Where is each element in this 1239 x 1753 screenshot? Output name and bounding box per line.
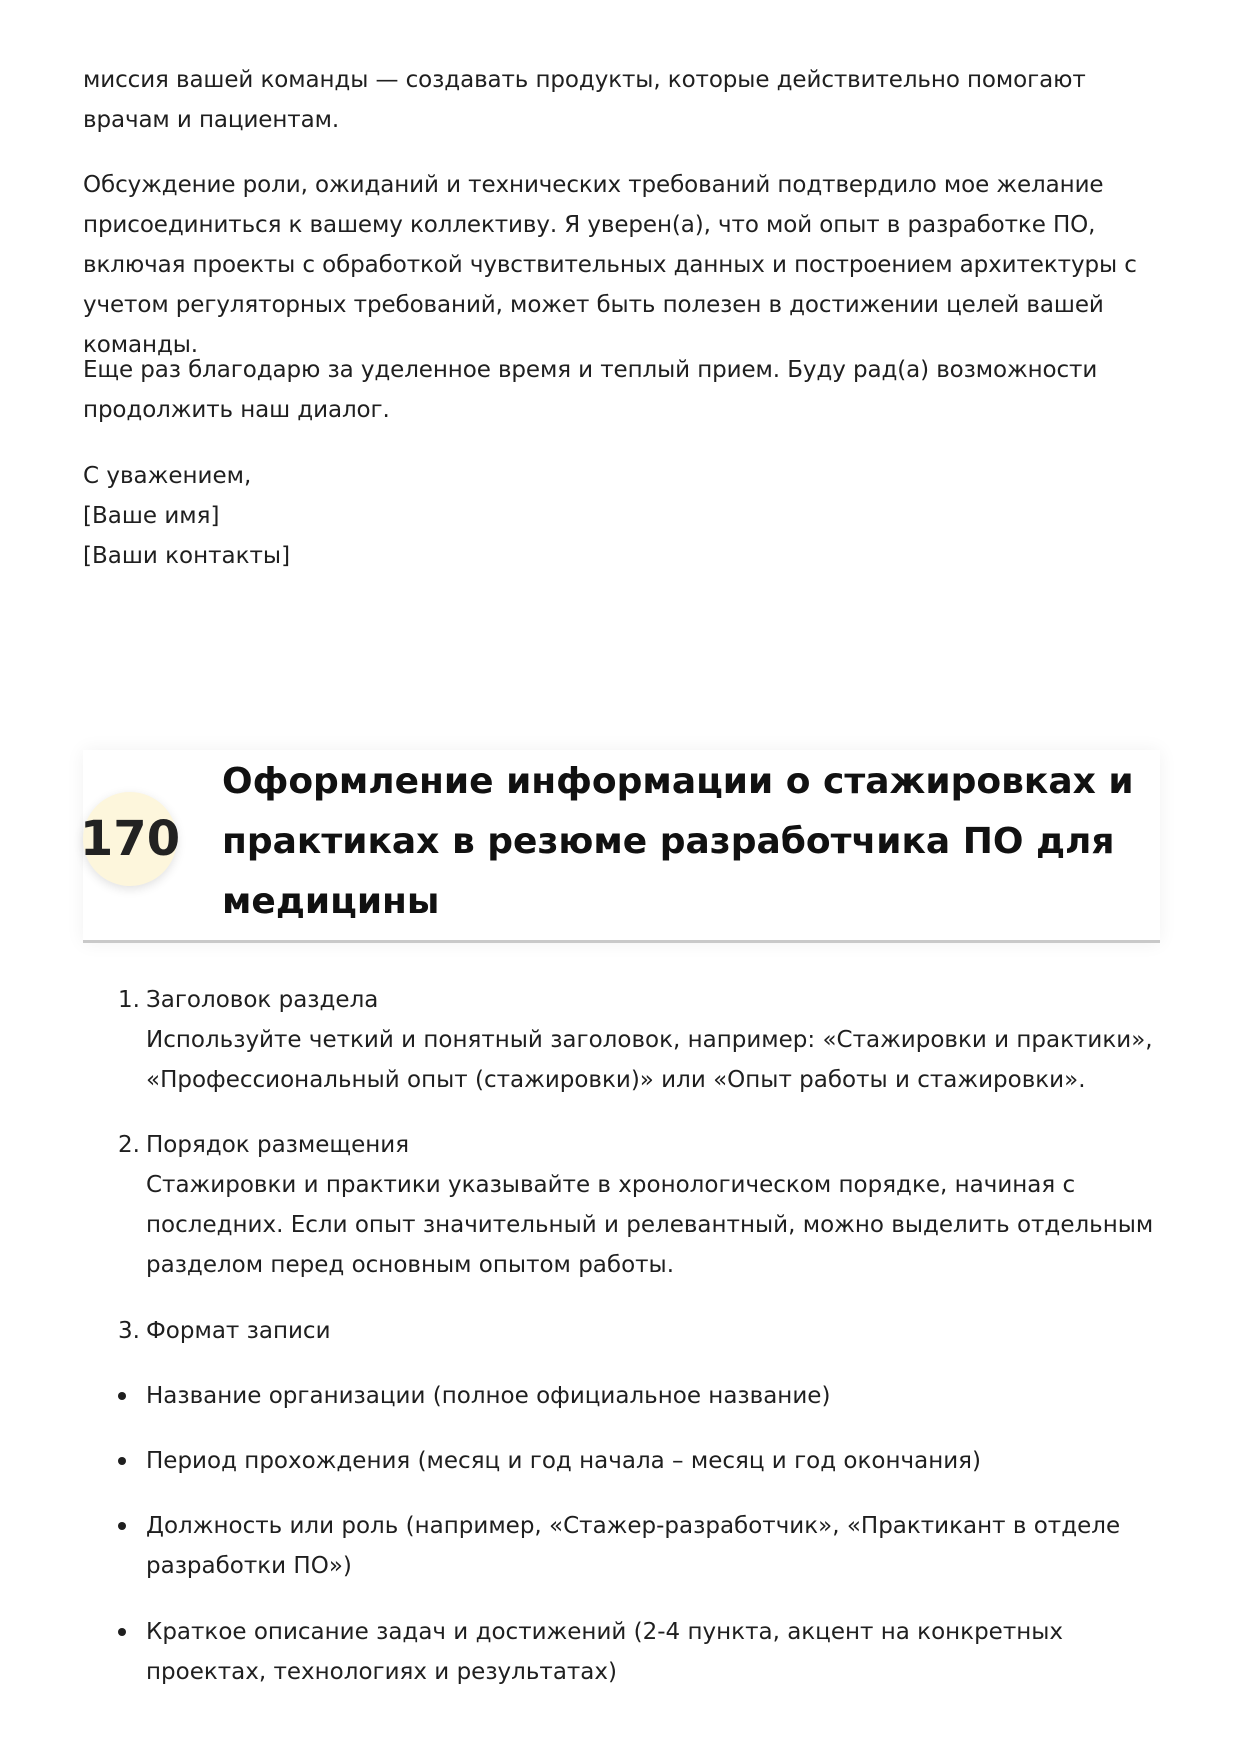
list-item-heading: Порядок размещения <box>146 1132 410 1158</box>
list-item-number: 3. <box>118 1318 140 1344</box>
letter-paragraph-mission: миссия вашей команды — создавать продукты, которые действительно помогают врачам и пациентам. <box>83 67 1086 133</box>
letter-signoff <box>83 456 1163 576</box>
list-item-number: 2. <box>118 1132 140 1158</box>
list-item-text: Используйте четкий и понятный заголовок, например: «Стажировки и практики», «Профессиональный опыт (стажировки)» или «Опыт работы и стажировки». <box>146 1027 1153 1093</box>
bullet-dot-icon <box>118 1522 126 1530</box>
bullet-dot-icon <box>118 1392 126 1400</box>
list-item-heading: Формат записи <box>146 1318 331 1344</box>
signoff-name-placeholder: [Ваше имя] <box>83 503 220 529</box>
list-item-heading: Заголовок раздела <box>146 987 379 1013</box>
signoff-contacts-placeholder: [Ваши контакты] <box>83 543 291 569</box>
bullet-dot-icon <box>118 1628 126 1636</box>
section-number-badge: 170 <box>83 792 177 886</box>
bullet-text: Название организации (полное официальное название) <box>146 1383 831 1409</box>
list-item-text: Стажировки и практики указывайте в хронологическом порядке, начиная с последних. Если опыт значительный и релевантный, можно выделить отдельным разделом перед основным опытом работы. <box>146 1172 1154 1278</box>
letter-paragraph-discussion: Обсуждение роли, ожиданий и технических требований подтвердило мое желание присоединиться к вашему коллективу. Я уверен(а), что мой опыт в разработке ПО, включая проекты с обработкой чувствительных данных и построением архитектуры с учетом регуляторных требований, может быть полезен в достижении целей вашей команды. <box>83 172 1137 358</box>
section-title: Оформление информации о стажировках и практиках в резюме разработчика ПО для медицины <box>222 761 1134 922</box>
bullet-text: Должность или роль (например, «Стажер-разработчик», «Практикант в отделе разработки ПО») <box>146 1513 1121 1579</box>
bullet-text: Период прохождения (месяц и год начала – месяц и год окончания) <box>146 1448 981 1474</box>
bullet-text: Краткое описание задач и достижений (2-4 пункта, акцент на конкретных проектах, технологиях и результатах) <box>146 1619 1064 1685</box>
signoff-closing: С уважением, <box>83 463 252 489</box>
bullet-dot-icon <box>118 1457 126 1465</box>
list-item-number: 1. <box>118 987 140 1013</box>
letter-paragraph-thanks: Еще раз благодарю за уделенное время и теплый прием. Буду рад(а) возможности продолжить наш диалог. <box>83 357 1098 423</box>
section-header <box>79 750 1160 943</box>
